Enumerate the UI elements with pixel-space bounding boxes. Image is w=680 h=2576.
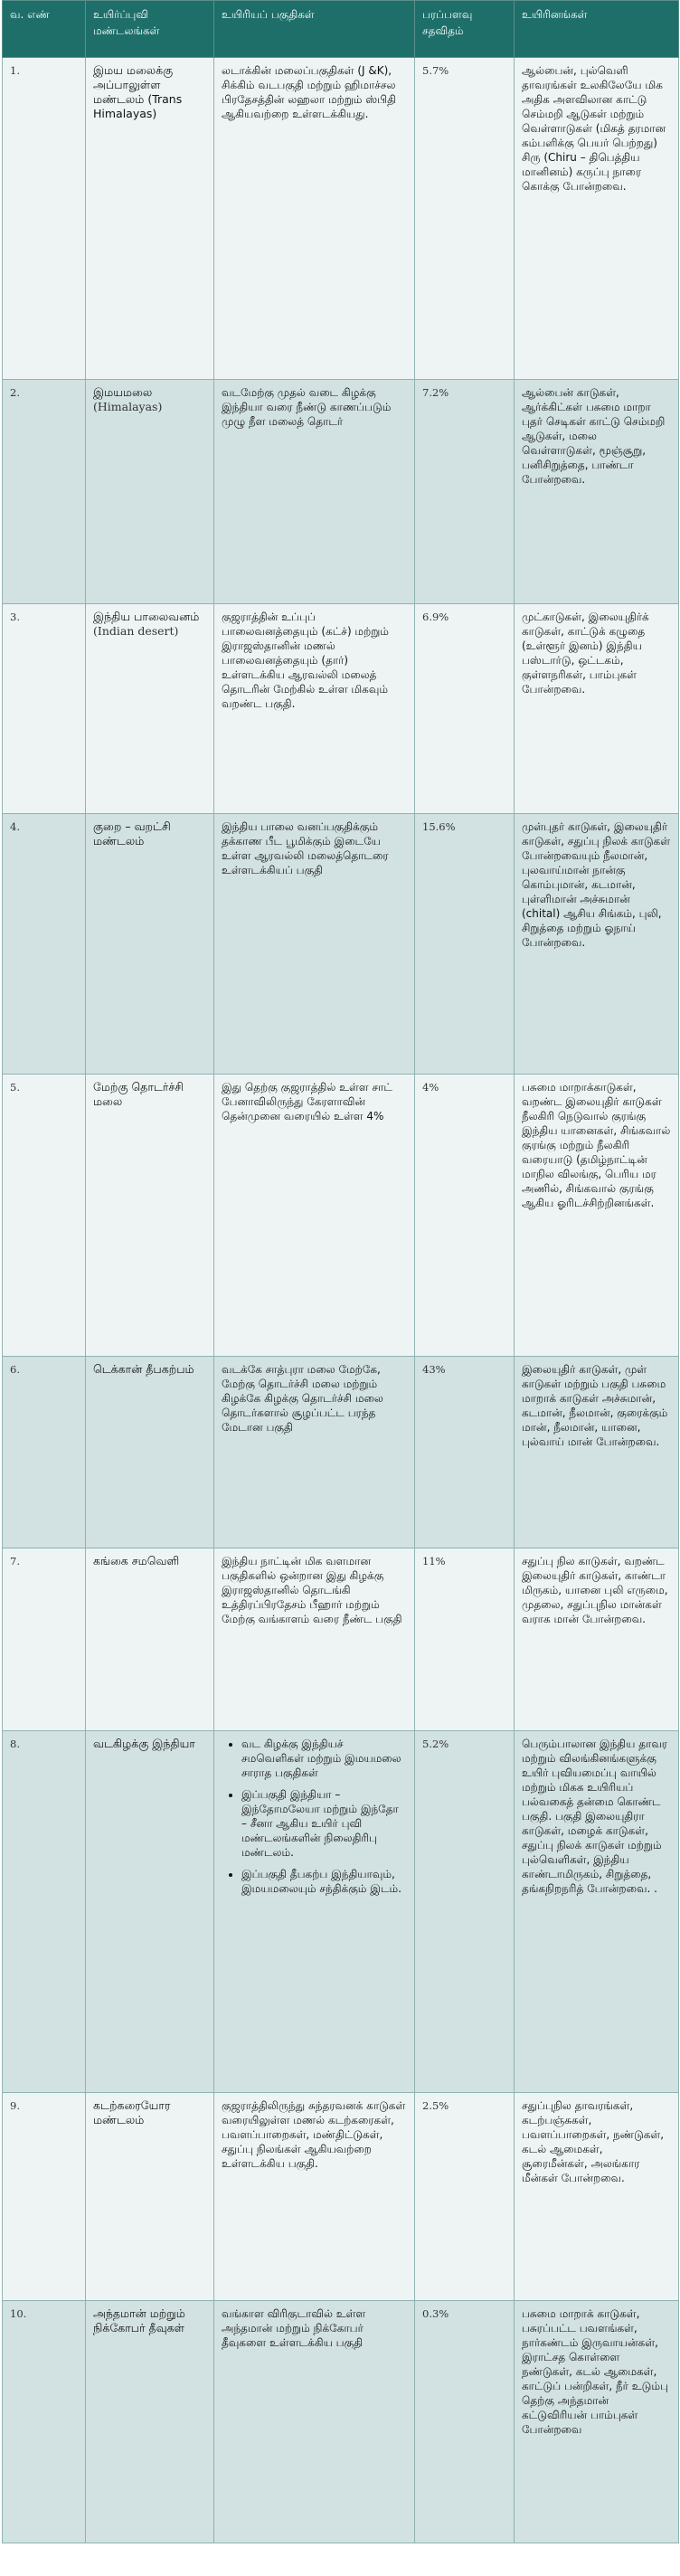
species-list: பெரும்பாலான இந்திய தாவர மற்றும் விலங்கினங்களுக்கு உயிர் புவியமைப்பு வாயில் மற்றும் மிகக உயிரியப் பல்வகைத் தன்மை கொண்ட பகுதி. பகுதி இலையுதிரா காடுகள், மழைக் காடுகள், சதுப்பு நிலக் காடுகள் மற்றும் புல்வெளிகள், இந்திய காண்டாமிருகம், சிறுத்தை, தங்கநிறநரித் போன்றவை. . bbox=[515, 1731, 679, 2093]
region-description: இந்திய பாலை வனப்பகுதிக்கும் தக்காண பீட பூமிக்கும் இடையே உள்ள ஆரவல்லி மலைத்தொடரை உள்ளடக்கியப் பகுதி bbox=[214, 814, 415, 1075]
table-row bbox=[3, 58, 679, 380]
zone-tamil: குறை – வறட்சி மண்டலம் bbox=[93, 819, 171, 848]
zone-name bbox=[86, 814, 214, 1075]
zone-english: (Indian desert) bbox=[93, 624, 179, 638]
zone-name bbox=[86, 1075, 214, 1357]
table-row bbox=[3, 1075, 679, 1357]
area-percent: 15.6% bbox=[415, 814, 515, 1075]
area-percent: 7.2% bbox=[415, 380, 515, 604]
region-description: லடாக்கின் மலைப்பகுதிகள் (J &K), சிக்கிம் வடபகுதி மற்றும் ஹிமாச்சல பிரதேசத்தின் லஹலா மற்றும் ஸ்பிதி ஆகியவற்றை உள்ளடக்கியது. bbox=[214, 58, 415, 380]
species-list: பசுமை மாறாக்காடுகள், வறண்ட இலையுதிர் காடுகள் நீலகிரி நெடுவால் குரங்கு இந்திய யானைகள், சிங்கவால் குரங்கு மற்றும் நீலகிரி வரையாடு (தமிழ்நாட்டின் மாநில விலங்கு, பெரிய மர அணில், சிங்கவால் குரங்கு ஆகிய ஓரிடச்சிற்றினங்கள். bbox=[515, 1075, 679, 1357]
zone-tamil: கடற்கரையோர மண்டலம் bbox=[93, 2098, 171, 2126]
species-list: ஆல்பைன், புல்வெளி தாவரங்கள் உலகிலேயே மிக அதிக அளவிலான காட்டு செம்மறி ஆடுகள் மற்றும் வெள்ளாடுகள் (மிகத் தரமான கம்பளிக்கு பெயர் பெற்றது) சிரு (Chiru – திபெத்திய மானினம்) கருப்பு நாரை கொக்கு போன்றவை. bbox=[515, 58, 679, 380]
table-row bbox=[3, 1357, 679, 1548]
species-list: முள்புதர் காடுகள், இலையுதிர் காடுகள், சதுப்பு நிலக் காடுகள் போன்றவையும் நீலமான், புலவாய்மான் நான்கு கொம்புமான், கடமான், புள்ளிமான் அச்சுமான் (chital) ஆசிய சிங்கம், புலி, சிறுத்தை மற்றும் ஓநாய் போன்றவை. bbox=[515, 814, 679, 1075]
zone-tamil: வடகிழக்கு இந்தியா bbox=[93, 1737, 195, 1750]
species-list: சதுப்பு நில காடுகள், வறண்ட இலையுதிர் காடுகள், காண்டா மிருகம், யானை புலி எருமை, முதலை, சதுப்புநில மான்கள் வராக மான் போன்றவை. bbox=[515, 1548, 679, 1731]
species-list: ஆல்பைன் காடுகள், ஆர்க்கிட்கள் பசுமை மாறா புதர் செடிகள் காட்டு செம்மறி ஆடுகள், மலை வெள்ளாடுகள், மூஞ்சூறு, பனிசிறுத்தை, பாண்டா போன்றவை. bbox=[515, 380, 679, 604]
species-list: சதுப்புநில தாவரங்கள், கடற்பஞ்சுகள், பவளப்பாறைகள், நண்டுகள், கடல் ஆமைகள், சூரைமீன்கள், அலங்கார மீன்கள் போன்றவை. bbox=[515, 2093, 679, 2301]
header-regions: உயிரியப் பகுதிகள் bbox=[214, 1, 415, 58]
zone-tamil: மேற்கு தொடர்ச்சி மலை bbox=[93, 1080, 184, 1108]
row-number: 8. bbox=[3, 1731, 86, 2093]
header-species: உயிரினங்கள் bbox=[515, 1, 679, 58]
region-description: குஜராத்திலிருந்து சுந்தரவனக் காடுகள் வரையிலுள்ள மணல் கடற்கரைகள், பவளப்பாறைகள், மண்திட்டுகள், சதுப்பு நிலங்கள் ஆகியவற்றை உள்ளடக்கிய பகுதி. bbox=[214, 2093, 415, 2301]
zone-name bbox=[86, 604, 214, 814]
region-bullet-list bbox=[222, 1737, 407, 1896]
region-description: வடமேற்கு முதல் வடை கிழக்கு இந்தியா வரை நீண்டு காணப்படும் முழு நீள மலைத் தொடர் bbox=[214, 380, 415, 604]
list-item: • வட கிழக்கு இந்தியச் சமவெளிகள் மற்றும் இமயமலை சாராத பகுதிகள் bbox=[241, 1737, 407, 1780]
species-list: முட்காடுகள், இலையுதிர்க் காடுகள், காட்டுக் கழுதை (உள்ளூர் இனம்) இந்திய பஸ்டார்டு, ஒட்டகம், குள்ளநரிகள், பாம்புகள் போன்றவை. bbox=[515, 604, 679, 814]
biogeographic-zones-table bbox=[2, 0, 679, 2543]
row-number: 9. bbox=[3, 2093, 86, 2301]
zone-name bbox=[86, 1731, 214, 2093]
zone-tamil: அந்தமான் மற்றும் நிக்கோபர் தீவுகள் bbox=[93, 2306, 185, 2334]
header-area-percent: பரப்பளவு சதவிதம் bbox=[415, 1, 515, 58]
zone-tamil: இமயமலை bbox=[93, 385, 153, 399]
zone-name bbox=[86, 2093, 214, 2301]
row-number: 4. bbox=[3, 814, 86, 1075]
header-serial-number: வ. எண் bbox=[3, 1, 86, 58]
table-row bbox=[3, 814, 679, 1075]
row-number: 10. bbox=[3, 2301, 86, 2543]
area-percent: 0.3% bbox=[415, 2301, 515, 2543]
zone-name bbox=[86, 380, 214, 604]
region-description: இந்திய நாட்டின் மிக வளமான பகுதிகளில் ஒன்றான இது கிழக்கு இராஜஸ்தானில் தொடங்கி உத்திரப்பிரதேசம் பீஹார் மற்றும் மேற்கு வங்காளம் வரை நீண்ட பகுதி bbox=[214, 1548, 415, 1731]
list-item: • இப்பகுதி இந்தியா – இந்தோமலேயா மற்றும் இந்தோ – சீனா ஆகிய உயிர் புவி மண்டலங்களின் நிலைதிரிபு மண்டலம். bbox=[241, 1787, 407, 1860]
zone-name bbox=[86, 1548, 214, 1731]
zone-name bbox=[86, 2301, 214, 2543]
species-list: பசுமை மாறாக் காடுகள், பசுரப்பட்ட பவளங்கள், நார்கண்டம் இருவாயன்கள், இராட்சத கொள்ளை நண்டுகள், கடல் ஆமைகள், காட்டுப் பன்றிகள், நீர் உடும்பு தெற்கு அந்தமான் கட்டுவிரியன் பாம்புகள் போன்றவை bbox=[515, 2301, 679, 2543]
region-description: வங்காள விரிகுடாவில் உள்ள அந்தமான் மற்றும் நிக்கோபர் தீவுகளை உள்ளடக்கிய பகுதி bbox=[214, 2301, 415, 2543]
zone-tamil: டெக்கான் தீபகற்பம் bbox=[93, 1362, 194, 1376]
region-description bbox=[214, 1731, 415, 2093]
zone-tamil: கங்கை சமவெளி bbox=[93, 1554, 180, 1567]
region-description: இது தெற்கு குஜராத்தில் உள்ள சாட் பேனாவிலிருந்து கேரளாவின் தென்முனை வரையில் உள்ள 4% bbox=[214, 1075, 415, 1357]
row-number: 7. bbox=[3, 1548, 86, 1731]
row-number: 3. bbox=[3, 604, 86, 814]
table-row bbox=[3, 2093, 679, 2301]
area-percent: 4% bbox=[415, 1075, 515, 1357]
table-header-row bbox=[3, 1, 679, 58]
area-percent: 11% bbox=[415, 1548, 515, 1731]
area-percent: 5.7% bbox=[415, 58, 515, 380]
area-percent: 43% bbox=[415, 1357, 515, 1548]
zone-tamil: இமய மலைக்கு அப்பாலுள்ள மண்டலம் (Trans Himalayas) bbox=[93, 63, 183, 120]
area-percent: 6.9% bbox=[415, 604, 515, 814]
region-description: குஜராத்தின் உப்புப் பாலைவனத்தையும் (கட்ச்) மற்றும் இராஜஸ்தானின் மணல் பாலைவனத்தையும் (தார்) உள்ளடக்கிய ஆரவல்லி மலைத் தொடரின் மேற்கில் உள்ள மிகவும் வறண்ட பகுதி. bbox=[214, 604, 415, 814]
zone-name bbox=[86, 1357, 214, 1548]
table-row bbox=[3, 1548, 679, 1731]
table-row bbox=[3, 604, 679, 814]
table-row bbox=[3, 2301, 679, 2543]
area-percent: 2.5% bbox=[415, 2093, 515, 2301]
row-number: 1. bbox=[3, 58, 86, 380]
zone-tamil: இந்திய பாலைவனம் bbox=[93, 610, 200, 623]
row-number: 6. bbox=[3, 1357, 86, 1548]
species-list: இலையுதிர் காடுகள், முள் காடுகள் மற்றும் பகுதி பசுமை மாறாக் காடுகள் அச்சுமான், கடமான், நீலமான், குரைக்கும் மான், நீலமான், யானை, புல்வாய் மான் போன்றவை. bbox=[515, 1357, 679, 1548]
row-number: 5. bbox=[3, 1075, 86, 1357]
zone-english: (Himalayas) bbox=[93, 400, 163, 413]
header-zone: உயிர்ப்புவி மண்டலங்கள் bbox=[86, 1, 214, 58]
list-item: • இப்பகுதி தீபகற்ப இந்தியாவும், இமயமலையும் சந்திக்கும் இடம். bbox=[241, 1867, 407, 1896]
table-row bbox=[3, 380, 679, 604]
row-number: 2. bbox=[3, 380, 86, 604]
zone-name bbox=[86, 58, 214, 380]
region-description: வடக்கே சாத்புரா மலை மேற்கே, மேற்கு தொடர்ச்சி மலை மற்றும் கிழக்கே கிழக்கு தொடர்ச்சி மலை தொடர்களால் சூழப்பட்ட பரந்த மேடான பகுதி bbox=[214, 1357, 415, 1548]
area-percent: 5.2% bbox=[415, 1731, 515, 2093]
table-row bbox=[3, 1731, 679, 2093]
